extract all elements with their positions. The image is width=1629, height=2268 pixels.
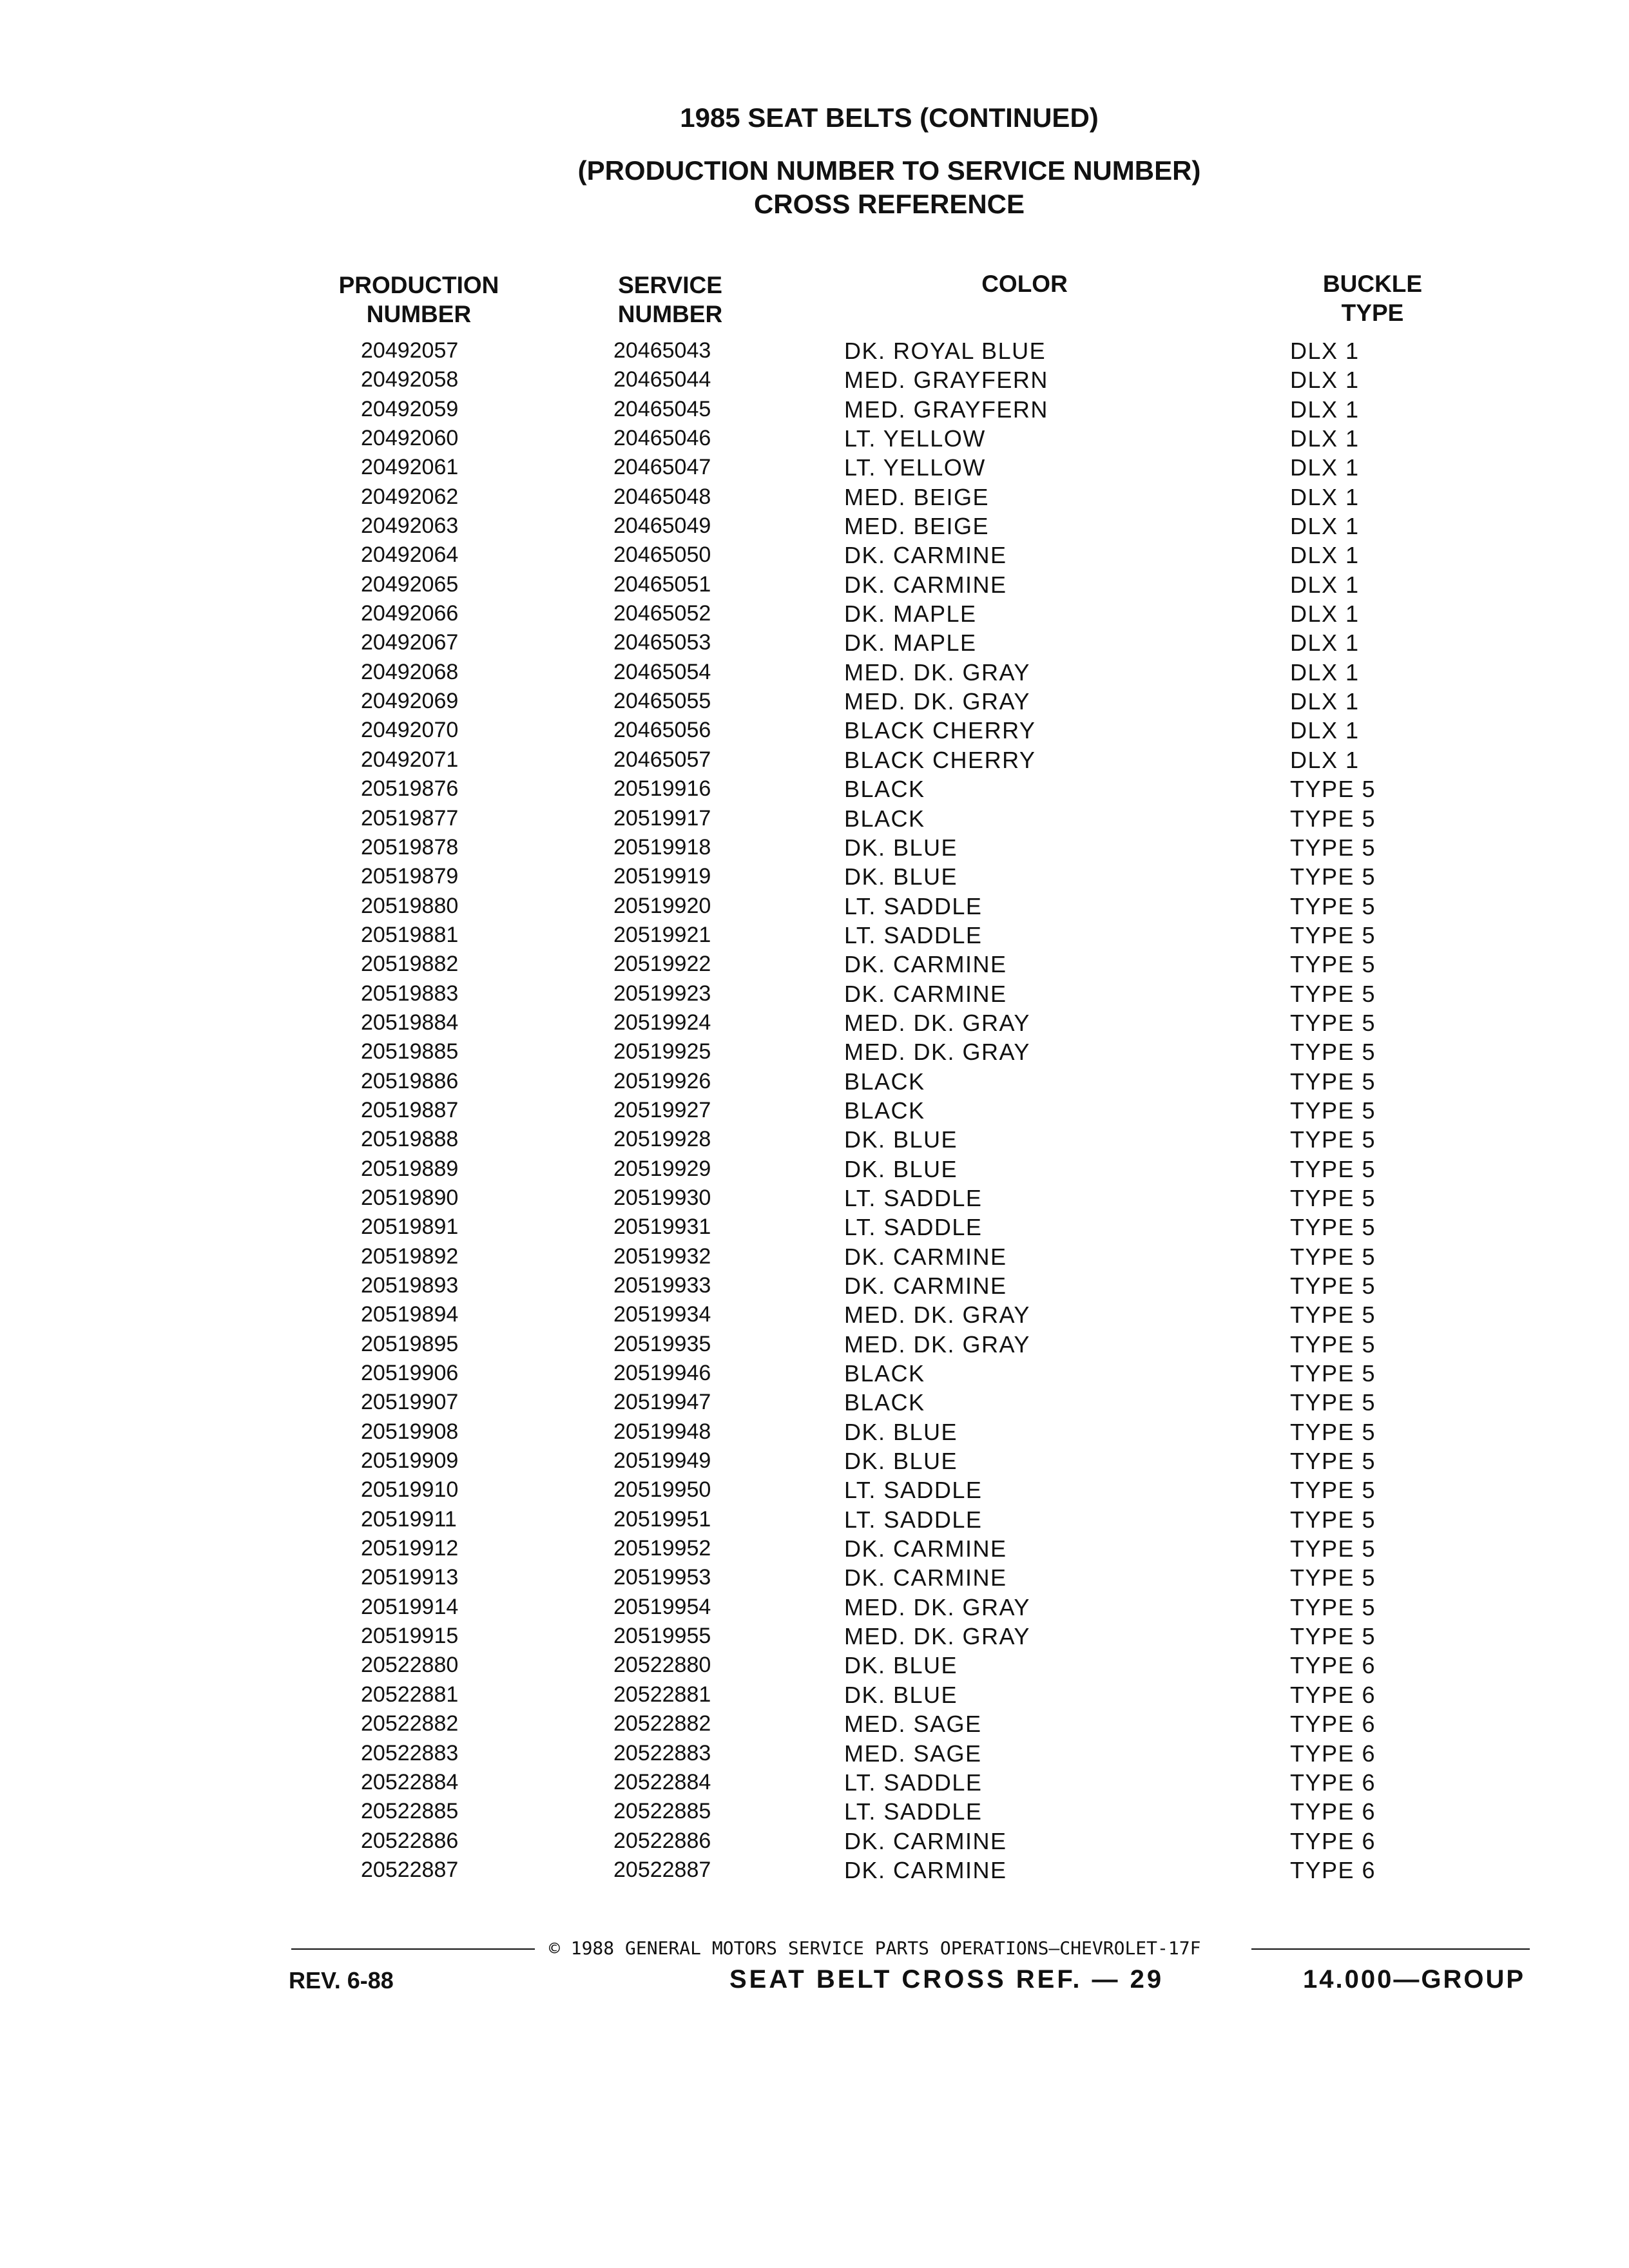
color-cell: DK. CARMINE — [844, 571, 1007, 598]
buckle-type-cell: TYPE 5 — [1290, 1039, 1376, 1066]
table-row — [0, 628, 1629, 657]
table-row — [0, 1856, 1629, 1885]
production-number-cell: 20492068 — [361, 659, 459, 684]
buckle-type-cell: DLX 1 — [1290, 688, 1360, 715]
service-number-cell: 20519950 — [613, 1477, 711, 1503]
production-number-cell: 20519895 — [361, 1331, 459, 1356]
service-number-cell: 20519953 — [613, 1565, 711, 1590]
table-row — [0, 950, 1629, 979]
service-number-cell: 20522887 — [613, 1857, 711, 1882]
color-cell: MED. DK. GRAY — [844, 688, 1030, 715]
color-cell: DK. CARMINE — [844, 980, 1007, 1007]
table-row — [0, 1475, 1629, 1504]
color-cell: BLACK — [844, 1360, 925, 1387]
color-cell: LT. SADDLE — [844, 892, 983, 919]
service-number-cell: 20522886 — [613, 1828, 711, 1853]
production-number-cell: 20492062 — [361, 484, 459, 509]
production-number-cell: 20519885 — [361, 1039, 459, 1064]
service-number-cell: 20522882 — [613, 1711, 711, 1736]
service-number-cell: 20519919 — [613, 864, 711, 889]
service-number-cell: 20519932 — [613, 1244, 711, 1269]
page-footer-label: SEAT BELT CROSS REF. — 29 — [729, 1965, 1164, 1994]
table-row — [0, 1388, 1629, 1417]
buckle-type-cell: TYPE 6 — [1290, 1769, 1376, 1796]
production-number-cell: 20519893 — [361, 1273, 459, 1298]
service-number-cell: 20519917 — [613, 805, 711, 831]
buckle-type-cell: TYPE 5 — [1290, 1009, 1376, 1036]
buckle-type-cell: TYPE 5 — [1290, 1448, 1376, 1475]
buckle-type-cell: TYPE 5 — [1290, 1535, 1376, 1562]
service-number-cell: 20519955 — [613, 1624, 711, 1649]
column-header-service-line1: SERVICE — [618, 272, 722, 298]
production-number-cell: 20519915 — [361, 1624, 459, 1649]
table-row — [0, 1125, 1629, 1154]
color-cell: DK. CARMINE — [844, 951, 1007, 978]
column-header-production-number — [316, 271, 522, 329]
table-row — [0, 1797, 1629, 1826]
production-number-cell: 20492063 — [361, 514, 459, 539]
table-row — [0, 833, 1629, 862]
service-number-cell: 20519922 — [613, 952, 711, 977]
color-cell: MED. BEIGE — [844, 483, 990, 510]
color-cell: DK. ROYAL BLUE — [844, 338, 1046, 364]
production-number-cell: 20519879 — [361, 864, 459, 889]
production-number-cell: 20492071 — [361, 747, 459, 772]
table-row — [0, 921, 1629, 950]
buckle-type-cell: DLX 1 — [1290, 717, 1360, 744]
table-row — [0, 395, 1629, 424]
production-number-cell: 20519894 — [361, 1302, 459, 1327]
column-header-color-label: COLOR — [981, 271, 1068, 297]
buckle-type-cell: TYPE 5 — [1290, 1477, 1376, 1504]
color-cell: DK. MAPLE — [844, 629, 977, 657]
color-cell: LT. SADDLE — [844, 1769, 983, 1796]
production-number-cell: 20519891 — [361, 1215, 459, 1240]
table-row — [0, 424, 1629, 453]
color-cell: DK. BLUE — [844, 1155, 958, 1182]
buckle-type-cell: DLX 1 — [1290, 483, 1360, 510]
group-label: 14.000—GROUP — [1303, 1965, 1526, 1994]
buckle-type-cell: TYPE 5 — [1290, 776, 1376, 803]
table-row — [0, 1359, 1629, 1388]
buckle-type-cell: TYPE 5 — [1290, 863, 1376, 890]
footer-rule-right — [1251, 1948, 1530, 1950]
production-number-cell: 20522887 — [361, 1857, 459, 1882]
buckle-type-cell: DLX 1 — [1290, 601, 1360, 628]
buckle-type-cell: TYPE 5 — [1290, 980, 1376, 1007]
service-number-cell: 20465056 — [613, 718, 711, 743]
service-number-cell: 20519928 — [613, 1127, 711, 1152]
table-row — [0, 336, 1629, 365]
color-cell: DK. CARMINE — [844, 1564, 1007, 1591]
color-cell: LT. SADDLE — [844, 1506, 983, 1533]
service-number-cell: 20522884 — [613, 1769, 711, 1794]
service-number-cell: 20465046 — [613, 426, 711, 451]
production-number-cell: 20522880 — [361, 1653, 459, 1678]
color-cell: LT. SADDLE — [844, 1477, 983, 1504]
buckle-type-cell: TYPE 5 — [1290, 1593, 1376, 1620]
production-number-cell: 20492067 — [361, 630, 459, 655]
color-cell: DK. CARMINE — [844, 542, 1007, 569]
buckle-type-cell: TYPE 5 — [1290, 1360, 1376, 1387]
color-cell: LT. SADDLE — [844, 921, 983, 948]
table-row — [0, 1271, 1629, 1300]
service-number-cell: 20522880 — [613, 1653, 711, 1678]
buckle-type-cell: TYPE 6 — [1290, 1681, 1376, 1708]
production-number-cell: 20522886 — [361, 1828, 459, 1853]
service-number-cell: 20519934 — [613, 1302, 711, 1327]
color-cell: LT. SADDLE — [844, 1214, 983, 1241]
table-row — [0, 453, 1629, 482]
service-number-cell: 20519926 — [613, 1068, 711, 1093]
table-row — [0, 1651, 1629, 1680]
table-row — [0, 1680, 1629, 1709]
production-number-cell: 20519890 — [361, 1185, 459, 1210]
service-number-cell: 20519918 — [613, 834, 711, 860]
production-number-cell: 20519910 — [361, 1477, 459, 1503]
color-cell: LT. SADDLE — [844, 1798, 983, 1825]
buckle-type-cell: TYPE 6 — [1290, 1740, 1376, 1767]
column-header-buckle-line1: BUCKLE — [1322, 271, 1423, 297]
table-row — [0, 1242, 1629, 1271]
buckle-type-cell: TYPE 6 — [1290, 1798, 1376, 1825]
color-cell: DK. CARMINE — [844, 1535, 1007, 1562]
column-header-service-line2: NUMBER — [617, 301, 723, 327]
production-number-cell: 20522884 — [361, 1769, 459, 1794]
color-cell: DK. CARMINE — [844, 1243, 1007, 1270]
color-cell: BLACK — [844, 1389, 925, 1416]
color-cell: MED. GRAYFERN — [844, 396, 1048, 423]
buckle-type-cell: TYPE 5 — [1290, 1506, 1376, 1533]
service-number-cell: 20465051 — [613, 572, 711, 597]
buckle-type-cell: TYPE 5 — [1290, 1273, 1376, 1299]
table-row — [0, 979, 1629, 1008]
service-number-cell: 20519916 — [613, 776, 711, 802]
production-number-cell: 20519911 — [361, 1506, 457, 1532]
service-number-cell: 20465057 — [613, 747, 711, 772]
table-row — [0, 1593, 1629, 1622]
production-number-cell: 20519876 — [361, 776, 459, 802]
color-cell: BLACK — [844, 1068, 925, 1095]
production-number-cell: 20492059 — [361, 396, 459, 421]
service-number-cell: 20465054 — [613, 659, 711, 684]
table-row — [0, 1008, 1629, 1037]
buckle-type-cell: DLX 1 — [1290, 367, 1360, 394]
buckle-type-cell: TYPE 6 — [1290, 1827, 1376, 1854]
color-cell: LT. YELLOW — [844, 454, 986, 481]
color-cell: DK. MAPLE — [844, 601, 977, 628]
buckle-type-cell: DLX 1 — [1290, 396, 1360, 423]
table-row — [0, 1563, 1629, 1592]
table-row — [0, 1622, 1629, 1651]
production-number-cell: 20519884 — [361, 1010, 459, 1035]
color-cell: MED. DK. GRAY — [844, 1009, 1030, 1036]
table-row — [0, 687, 1629, 716]
color-cell: DK. CARMINE — [844, 1273, 1007, 1299]
color-cell: MED. SAGE — [844, 1740, 982, 1767]
buckle-type-cell: TYPE 5 — [1290, 1068, 1376, 1095]
production-number-cell: 20492061 — [361, 455, 459, 480]
buckle-type-cell: DLX 1 — [1290, 338, 1360, 364]
production-number-cell: 20519906 — [361, 1361, 459, 1386]
table-row — [0, 892, 1629, 921]
buckle-type-cell: TYPE 5 — [1290, 1184, 1376, 1211]
buckle-type-cell: DLX 1 — [1290, 629, 1360, 657]
color-cell: MED. SAGE — [844, 1711, 982, 1738]
revision-label: REV. 6-88 — [289, 1967, 394, 1994]
color-cell: MED. DK. GRAY — [844, 1623, 1030, 1650]
table-row — [0, 1155, 1629, 1184]
production-number-cell: 20522883 — [361, 1740, 459, 1765]
production-number-cell: 20492070 — [361, 718, 459, 743]
color-cell: LT. YELLOW — [844, 425, 986, 452]
color-cell: DK. BLUE — [844, 1652, 958, 1679]
service-number-cell: 20465047 — [613, 455, 711, 480]
buckle-type-cell: TYPE 5 — [1290, 892, 1376, 919]
production-number-cell: 20519880 — [361, 893, 459, 918]
service-number-cell: 20465053 — [613, 630, 711, 655]
column-header-production-line2: NUMBER — [366, 301, 472, 327]
color-cell: DK. BLUE — [844, 1448, 958, 1475]
color-cell: MED. DK. GRAY — [844, 1331, 1030, 1358]
service-number-cell: 20519924 — [613, 1010, 711, 1035]
production-number-cell: 20492069 — [361, 689, 459, 714]
color-cell: MED. DK. GRAY — [844, 1039, 1030, 1066]
production-number-cell: 20519889 — [361, 1156, 459, 1181]
buckle-type-cell: TYPE 5 — [1290, 921, 1376, 948]
table-row — [0, 365, 1629, 394]
buckle-type-cell: DLX 1 — [1290, 746, 1360, 773]
table-row — [0, 1330, 1629, 1359]
buckle-type-cell: TYPE 5 — [1290, 1331, 1376, 1358]
color-cell: MED. DK. GRAY — [844, 1593, 1030, 1620]
production-number-cell: 20522882 — [361, 1711, 459, 1736]
table-row — [0, 745, 1629, 774]
table-row — [0, 1446, 1629, 1475]
service-number-cell: 20519954 — [613, 1594, 711, 1619]
color-cell: DK. BLUE — [844, 834, 958, 861]
buckle-type-cell: DLX 1 — [1290, 425, 1360, 452]
table-row — [0, 774, 1629, 803]
table-row — [0, 1505, 1629, 1534]
table-row — [0, 541, 1629, 570]
table-row — [0, 658, 1629, 687]
service-number-cell: 20465044 — [613, 367, 711, 392]
table-row — [0, 1037, 1629, 1066]
production-number-cell: 20519882 — [361, 952, 459, 977]
service-number-cell: 20522881 — [613, 1682, 711, 1707]
production-number-cell: 20519908 — [361, 1419, 459, 1444]
production-number-cell: 20519913 — [361, 1565, 459, 1590]
column-header-buckle-type — [1289, 269, 1456, 327]
production-number-cell: 20519914 — [361, 1594, 459, 1619]
buckle-type-cell: TYPE 5 — [1290, 1418, 1376, 1445]
production-number-cell: 20492066 — [361, 601, 459, 626]
buckle-type-cell: TYPE 6 — [1290, 1711, 1376, 1738]
service-number-cell: 20519920 — [613, 893, 711, 918]
page-subtitle: (PRODUCTION NUMBER TO SERVICE NUMBER) — [577, 155, 1201, 186]
column-header-buckle-line2: TYPE — [1341, 300, 1404, 326]
page-subtitle-cross-reference: CROSS REFERENCE — [753, 189, 1025, 219]
production-number-cell: 20519907 — [361, 1390, 459, 1415]
color-cell: BLACK — [844, 1097, 925, 1124]
color-cell: DK. CARMINE — [844, 1856, 1007, 1883]
service-number-cell: 20519946 — [613, 1361, 711, 1386]
production-number-cell: 20519877 — [361, 805, 459, 831]
service-number-cell: 20519931 — [613, 1215, 711, 1240]
service-number-cell: 20465048 — [613, 484, 711, 509]
color-cell: DK. BLUE — [844, 1681, 958, 1708]
table-row — [0, 512, 1629, 541]
buckle-type-cell: TYPE 5 — [1290, 805, 1376, 832]
buckle-type-cell: TYPE 5 — [1290, 1564, 1376, 1591]
buckle-type-cell: TYPE 5 — [1290, 1302, 1376, 1329]
production-number-cell: 20492057 — [361, 338, 459, 363]
buckle-type-cell: TYPE 5 — [1290, 1623, 1376, 1650]
production-number-cell: 20492065 — [361, 572, 459, 597]
service-number-cell: 20519923 — [613, 981, 711, 1006]
color-cell: BLACK CHERRY — [844, 746, 1036, 773]
service-number-cell: 20519951 — [613, 1506, 711, 1532]
table-row — [0, 1768, 1629, 1797]
production-number-cell: 20519888 — [361, 1127, 459, 1152]
buckle-type-cell: TYPE 5 — [1290, 1214, 1376, 1241]
buckle-type-cell: DLX 1 — [1290, 571, 1360, 598]
buckle-type-cell: TYPE 5 — [1290, 1389, 1376, 1416]
service-number-cell: 20522883 — [613, 1740, 711, 1765]
table-row — [0, 1184, 1629, 1213]
buckle-type-cell: DLX 1 — [1290, 454, 1360, 481]
table-row — [0, 1067, 1629, 1096]
table-row — [0, 570, 1629, 599]
column-header-production-line1: PRODUCTION — [338, 272, 499, 298]
service-number-cell: 20519949 — [613, 1448, 711, 1474]
production-number-cell: 20519887 — [361, 1097, 459, 1122]
table-row — [0, 1213, 1629, 1242]
buckle-type-cell: DLX 1 — [1290, 513, 1360, 540]
buckle-type-cell: TYPE 5 — [1290, 1126, 1376, 1153]
color-cell: DK. BLUE — [844, 1418, 958, 1445]
color-cell: MED. DK. GRAY — [844, 1302, 1030, 1329]
service-number-cell: 20465045 — [613, 396, 711, 421]
service-number-cell: 20519948 — [613, 1419, 711, 1444]
color-cell: BLACK — [844, 805, 925, 832]
production-number-cell: 20492064 — [361, 543, 459, 568]
production-number-cell: 20492060 — [361, 426, 459, 451]
cross-reference-table — [0, 336, 1629, 1885]
footer-rule-left — [291, 1948, 535, 1950]
color-cell: MED. DK. GRAY — [844, 658, 1030, 686]
production-number-cell: 20519912 — [361, 1536, 459, 1561]
service-number-cell: 20465049 — [613, 514, 711, 539]
column-header-color — [921, 269, 1128, 298]
service-number-cell: 20522885 — [613, 1799, 711, 1824]
service-number-cell: 20519927 — [613, 1097, 711, 1122]
color-cell: BLACK CHERRY — [844, 717, 1036, 744]
buckle-type-cell: TYPE 5 — [1290, 1097, 1376, 1124]
service-number-cell: 20519935 — [613, 1331, 711, 1356]
buckle-type-cell: TYPE 6 — [1290, 1856, 1376, 1883]
service-number-cell: 20519929 — [613, 1156, 711, 1181]
table-row — [0, 716, 1629, 745]
column-header-service-number — [574, 271, 767, 329]
production-number-cell: 20519892 — [361, 1244, 459, 1269]
service-number-cell: 20519952 — [613, 1536, 711, 1561]
service-number-cell: 20519933 — [613, 1273, 711, 1298]
buckle-type-cell: TYPE 6 — [1290, 1652, 1376, 1679]
color-cell: DK. CARMINE — [844, 1827, 1007, 1854]
table-row — [0, 1418, 1629, 1446]
service-number-cell: 20465043 — [613, 338, 711, 363]
table-row — [0, 599, 1629, 628]
color-cell: BLACK — [844, 776, 925, 803]
production-number-cell: 20519909 — [361, 1448, 459, 1474]
table-row — [0, 1827, 1629, 1856]
table-row — [0, 862, 1629, 891]
production-number-cell: 20522881 — [361, 1682, 459, 1707]
table-row — [0, 483, 1629, 512]
buckle-type-cell: TYPE 5 — [1290, 1243, 1376, 1270]
color-cell: DK. BLUE — [844, 1126, 958, 1153]
buckle-type-cell: TYPE 5 — [1290, 1155, 1376, 1182]
production-number-cell: 20519881 — [361, 922, 459, 947]
service-number-cell: 20465055 — [613, 689, 711, 714]
production-number-cell: 20519878 — [361, 834, 459, 860]
service-number-cell: 20519925 — [613, 1039, 711, 1064]
page-title: 1985 SEAT BELTS (CONTINUED) — [680, 102, 1099, 133]
copyright-notice: © 1988 GENERAL MOTORS SERVICE PARTS OPERATIONS—CHEVROLET-17F — [549, 1937, 1201, 1959]
table-row — [0, 1739, 1629, 1768]
buckle-type-cell: DLX 1 — [1290, 658, 1360, 686]
service-number-cell: 20519930 — [613, 1185, 711, 1210]
buckle-type-cell: DLX 1 — [1290, 542, 1360, 569]
table-row — [0, 1096, 1629, 1125]
service-number-cell: 20465050 — [613, 543, 711, 568]
service-number-cell: 20465052 — [613, 601, 711, 626]
production-number-cell: 20519883 — [361, 981, 459, 1006]
color-cell: MED. BEIGE — [844, 513, 990, 540]
color-cell: DK. BLUE — [844, 863, 958, 890]
table-row — [0, 1300, 1629, 1329]
color-cell: LT. SADDLE — [844, 1184, 983, 1211]
table-row — [0, 1709, 1629, 1738]
color-cell: MED. GRAYFERN — [844, 367, 1048, 394]
production-number-cell: 20492058 — [361, 367, 459, 392]
buckle-type-cell: TYPE 5 — [1290, 834, 1376, 861]
table-row — [0, 804, 1629, 833]
service-number-cell: 20519947 — [613, 1390, 711, 1415]
buckle-type-cell: TYPE 5 — [1290, 951, 1376, 978]
table-row — [0, 1534, 1629, 1563]
production-number-cell: 20519886 — [361, 1068, 459, 1093]
production-number-cell: 20522885 — [361, 1799, 459, 1824]
service-number-cell: 20519921 — [613, 922, 711, 947]
